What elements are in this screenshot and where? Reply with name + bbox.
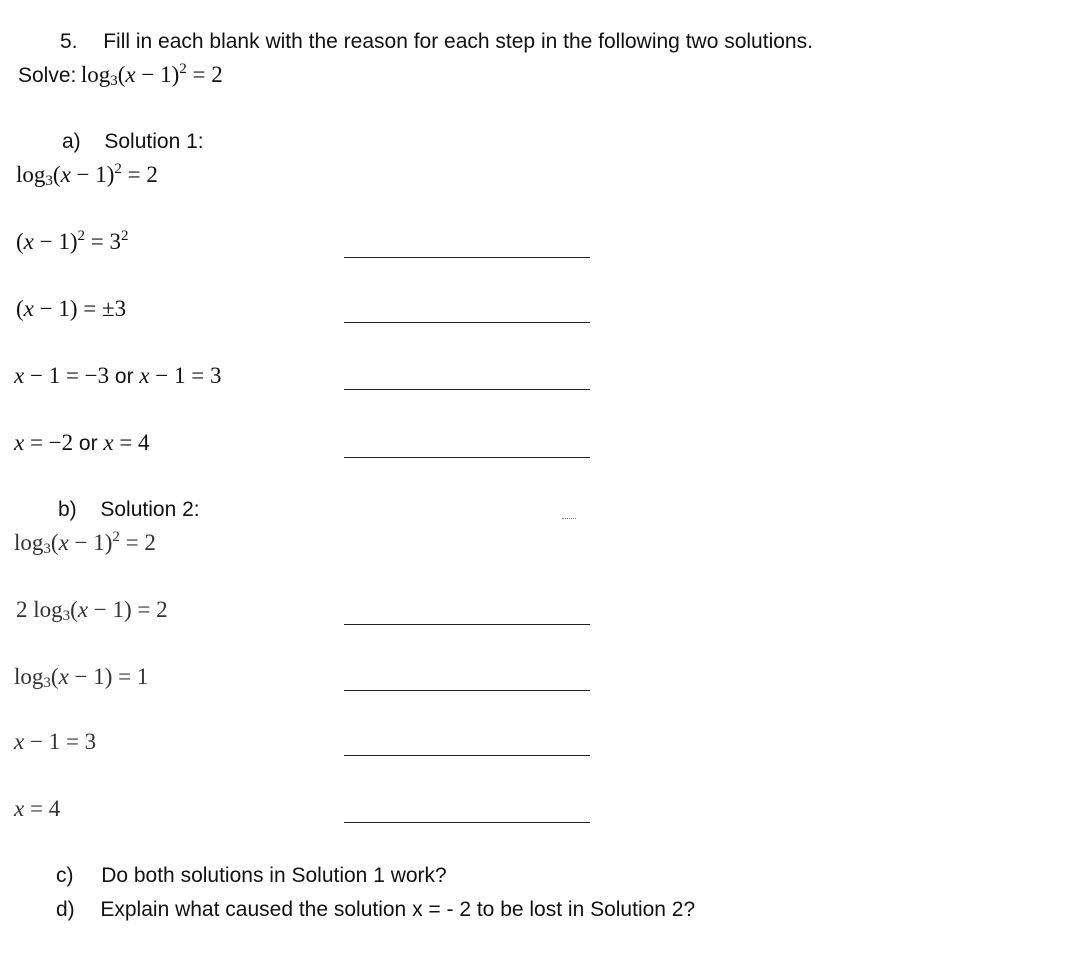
question-d [56, 898, 695, 922]
s2-blank-2[interactable] [344, 690, 590, 691]
stray-mark [562, 518, 576, 519]
question-c-label: c) [56, 864, 74, 887]
s1-blank-1[interactable] [344, 257, 590, 258]
s1-blank-2[interactable] [344, 322, 590, 323]
s1-step-1: $(x - 1)^2 = 3^2$ [16, 228, 129, 254]
solve-equation: $\log_3(x - 1)^2 = 2$ [80, 61, 223, 89]
solution1-label: a) [62, 130, 81, 153]
s1-blank-3[interactable] [344, 389, 590, 390]
s2-step-4: x = 4 [14, 796, 61, 821]
question-c-text: Do both solutions in Solution 1 work? [101, 864, 447, 887]
solution2-label: b) [58, 498, 77, 521]
question-c [56, 864, 447, 888]
s1-step-4: x = −2 or x = 4 [14, 430, 150, 455]
s2-blank-4[interactable] [344, 822, 590, 823]
s1-step-2: (x − 1) = ±3 [16, 296, 127, 321]
solution2-heading [58, 498, 200, 522]
solution2-title: Solution 2: [100, 498, 200, 521]
solve-label: Solve: [18, 64, 77, 87]
question-d-text: Explain what caused the solution x = - 2 to be lost in Solution 2? [100, 898, 696, 921]
s2-step-1: 2 $\log_3(x - 1) = 2$ [16, 597, 168, 624]
s1-blank-4[interactable] [344, 457, 590, 458]
s1-step-3: x − 1 = −3 or x − 1 = 3 [14, 363, 222, 388]
solve-line [18, 62, 223, 88]
s2-blank-1[interactable] [344, 624, 590, 625]
question-d-label: d) [56, 898, 75, 921]
question-instruction: Fill in each blank with the reason for each step in the following two solutions. [103, 30, 813, 53]
solution1-title: Solution 1: [104, 130, 204, 153]
s2-step-3: x − 1 = 3 [14, 729, 97, 754]
question-header [60, 30, 813, 54]
s1-step-0: $\log_3(x - 1)^2 = 2$ [16, 161, 158, 189]
s2-blank-3[interactable] [344, 755, 590, 756]
solution1-heading [62, 130, 204, 154]
s2-step-0: $\log_3(x - 1)^2 = 2$ [14, 529, 156, 557]
question-number: 5. [60, 30, 78, 53]
s2-step-2: $\log_3(x - 1) = 1$ [14, 664, 149, 691]
